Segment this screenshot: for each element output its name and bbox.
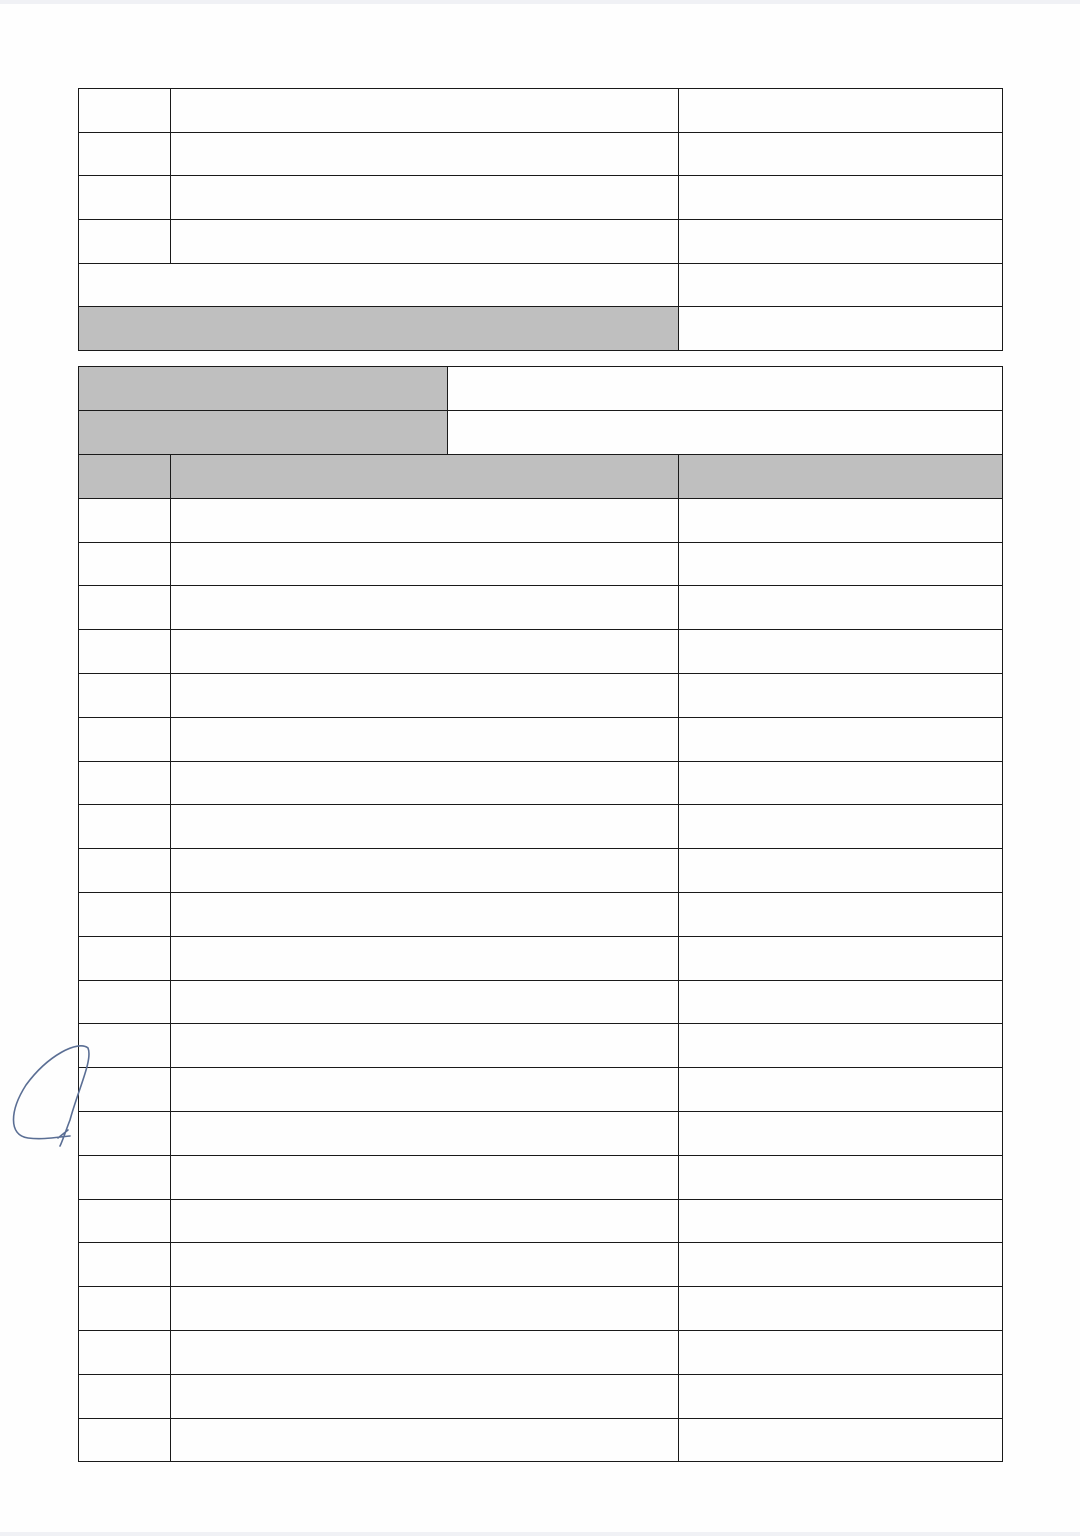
sr-label <box>79 367 448 411</box>
serial-cell <box>79 717 171 761</box>
signature-mark <box>8 1040 103 1150</box>
population-cell <box>679 542 1003 586</box>
table-row <box>79 1111 1003 1155</box>
serial-cell <box>79 1243 171 1287</box>
estate-name-cell <box>171 717 679 761</box>
population-cell <box>679 1374 1003 1418</box>
serial-cell <box>79 892 171 936</box>
table-row <box>79 673 1003 717</box>
population-cell <box>679 1111 1003 1155</box>
sr-value <box>448 367 1003 411</box>
total-label <box>79 263 679 307</box>
estate-name-cell <box>171 936 679 980</box>
serial-cell <box>79 1287 171 1331</box>
population-cell <box>679 761 1003 805</box>
table-row <box>79 849 1003 893</box>
estate-name-cell <box>171 132 679 176</box>
estate-name-cell <box>171 1287 679 1331</box>
population-cell <box>679 630 1003 674</box>
population-cell <box>679 1024 1003 1068</box>
serial-cell <box>79 980 171 1024</box>
estate-name-cell <box>171 220 679 264</box>
estate-name-cell <box>171 1418 679 1462</box>
population-cell <box>679 673 1003 717</box>
column-header-name <box>171 455 679 499</box>
serial-cell <box>79 761 171 805</box>
estate-name-cell <box>171 849 679 893</box>
table-row <box>79 498 1003 542</box>
table-row <box>79 1330 1003 1374</box>
estate-name-cell <box>171 1068 679 1112</box>
population-cell <box>679 717 1003 761</box>
estate-name-cell <box>171 892 679 936</box>
table-row <box>79 1024 1003 1068</box>
revenue-estate-table <box>78 454 1003 1462</box>
table-header-row <box>79 455 1003 499</box>
table-row <box>79 542 1003 586</box>
total-value <box>679 263 1003 307</box>
estate-name-cell <box>171 89 679 133</box>
bottom-edge-bar <box>0 1532 1080 1536</box>
serial-cell <box>79 673 171 717</box>
estate-name-cell <box>171 1111 679 1155</box>
serial-cell <box>79 176 171 220</box>
population-cell <box>679 1243 1003 1287</box>
total-row <box>79 263 1003 307</box>
local-area-info-table <box>78 366 1003 455</box>
serial-cell <box>79 498 171 542</box>
table-row <box>79 176 1003 220</box>
sr-row <box>79 367 1003 411</box>
serial-cell <box>79 630 171 674</box>
serial-cell <box>79 220 171 264</box>
population-cell <box>679 1068 1003 1112</box>
previous-section-table <box>78 88 1003 351</box>
table-row <box>79 220 1003 264</box>
population-cell <box>679 89 1003 133</box>
table-row <box>79 1243 1003 1287</box>
union-councils-value <box>679 307 1003 351</box>
serial-cell <box>79 936 171 980</box>
population-cell <box>679 1418 1003 1462</box>
population-cell <box>679 498 1003 542</box>
serial-cell <box>79 849 171 893</box>
estate-name-cell <box>171 498 679 542</box>
column-header-serial <box>79 455 171 499</box>
serial-cell <box>79 89 171 133</box>
estate-name-cell <box>171 630 679 674</box>
serial-cell <box>79 1155 171 1199</box>
serial-cell <box>79 1374 171 1418</box>
table-row <box>79 1418 1003 1462</box>
table-row <box>79 892 1003 936</box>
population-cell <box>679 1199 1003 1243</box>
estate-name-cell <box>171 586 679 630</box>
population-cell <box>679 132 1003 176</box>
population-cell <box>679 805 1003 849</box>
serial-cell <box>79 132 171 176</box>
local-area-row <box>79 411 1003 455</box>
estate-name-cell <box>171 980 679 1024</box>
table-row <box>79 586 1003 630</box>
estate-name-cell <box>171 1330 679 1374</box>
estate-name-cell <box>171 1024 679 1068</box>
population-cell <box>679 980 1003 1024</box>
table-row <box>79 1287 1003 1331</box>
estate-name-cell <box>171 1155 679 1199</box>
estate-name-cell <box>171 1243 679 1287</box>
population-cell <box>679 220 1003 264</box>
population-cell <box>679 892 1003 936</box>
table-row <box>79 980 1003 1024</box>
table-row <box>79 805 1003 849</box>
table-row <box>79 132 1003 176</box>
table-row <box>79 1155 1003 1199</box>
population-cell <box>679 936 1003 980</box>
table-row <box>79 89 1003 133</box>
serial-cell <box>79 586 171 630</box>
estate-name-cell <box>171 176 679 220</box>
estate-name-cell <box>171 1374 679 1418</box>
column-header-population <box>679 455 1003 499</box>
table-row <box>79 761 1003 805</box>
estate-name-cell <box>171 761 679 805</box>
population-cell <box>679 1287 1003 1331</box>
union-councils-row <box>79 307 1003 351</box>
serial-cell <box>79 1418 171 1462</box>
population-cell <box>679 849 1003 893</box>
union-councils-label <box>79 307 679 351</box>
estate-name-cell <box>171 1199 679 1243</box>
table-row <box>79 1374 1003 1418</box>
serial-cell <box>79 1199 171 1243</box>
table-row <box>79 717 1003 761</box>
population-cell <box>679 586 1003 630</box>
table-row <box>79 1199 1003 1243</box>
serial-cell <box>79 1330 171 1374</box>
estate-name-cell <box>171 805 679 849</box>
local-area-label <box>79 411 448 455</box>
serial-cell <box>79 542 171 586</box>
top-edge-bar <box>0 0 1080 4</box>
local-area-value <box>448 411 1003 455</box>
table-row <box>79 936 1003 980</box>
population-cell <box>679 1155 1003 1199</box>
estate-name-cell <box>171 542 679 586</box>
estate-name-cell <box>171 673 679 717</box>
population-cell <box>679 1330 1003 1374</box>
population-cell <box>679 176 1003 220</box>
table-row <box>79 630 1003 674</box>
table-row <box>79 1068 1003 1112</box>
serial-cell <box>79 805 171 849</box>
